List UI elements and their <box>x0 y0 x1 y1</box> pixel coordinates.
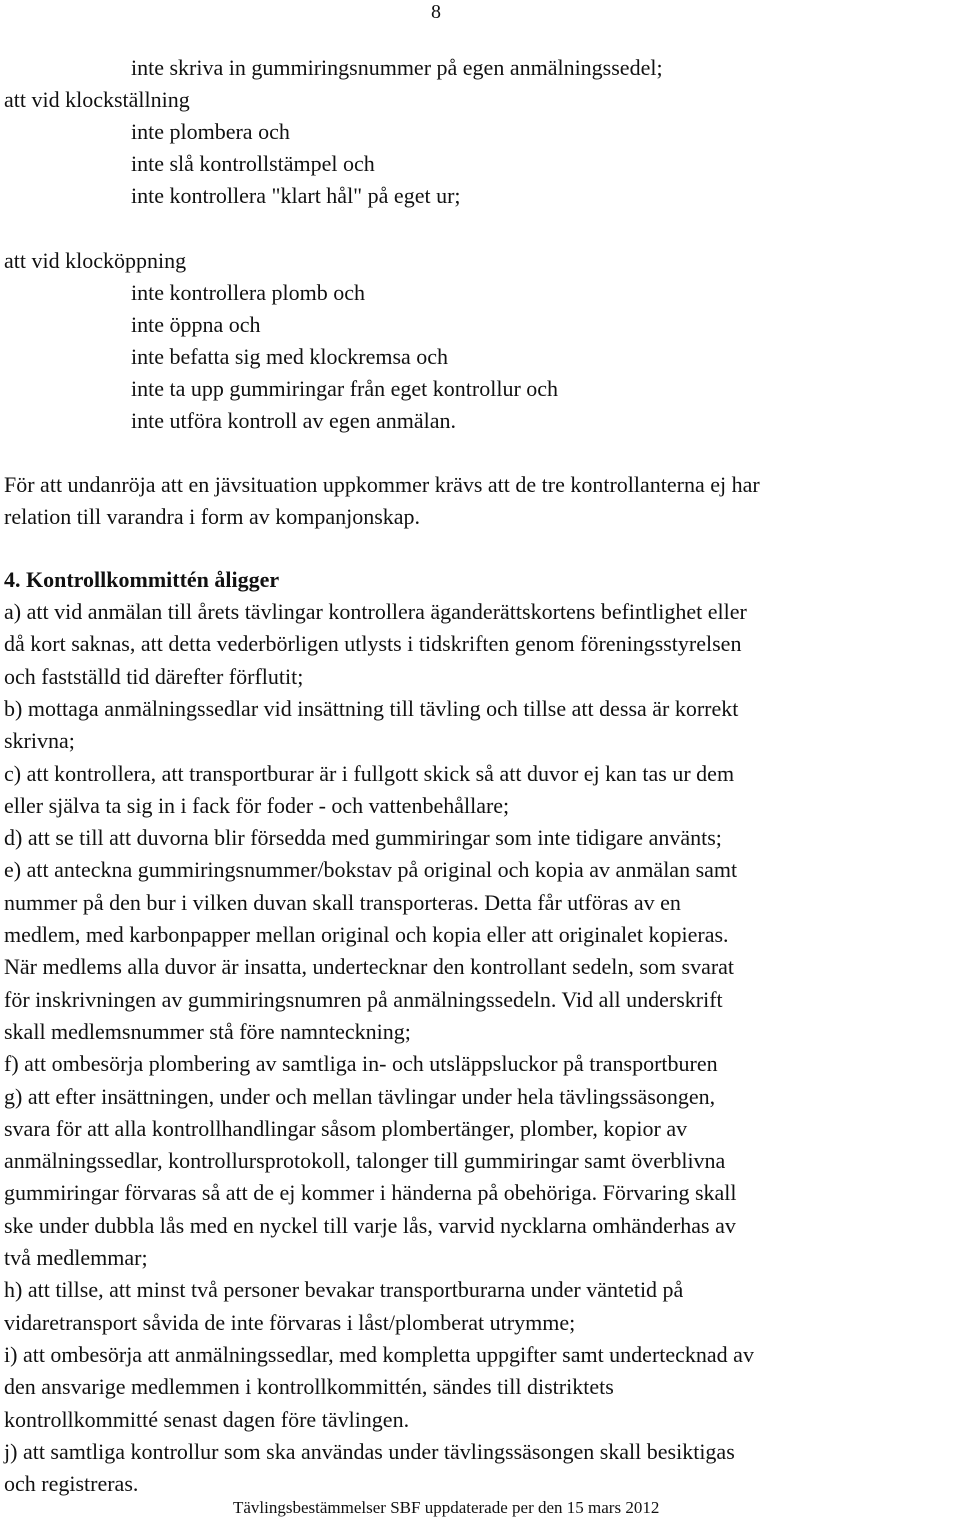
text-line: skall medlemsnummer stå före namnteckning; <box>4 1018 411 1044</box>
text-line: att vid klocköppning <box>4 248 187 273</box>
text-line: c) att kontrollera, att transportburar är i fullgott skick så att duvor ej kan tas ur dem <box>4 760 735 786</box>
text-line: inte kontrollera "klart hål" på eget ur; <box>131 183 461 208</box>
text-line: När medlems alla duvor är insatta, undertecknar den kontrollant sedeln, som svarat <box>4 954 735 980</box>
text-line: inte ta upp gummiringar från eget kontrollur och <box>131 376 559 401</box>
text-line: a) att vid anmälan till årets tävlingar kontrollera äganderättskortens befintlighet eller <box>4 599 747 624</box>
text-line: b) mottaga anmälningssedlar vid insättning till tävling och tillse att dessa är korrekt <box>4 695 739 721</box>
text-line: gummiringar förvaras så att de ej kommer i händerna på obehöriga. Förvaring skall <box>4 1180 737 1206</box>
text-line: anmälningssedlar, kontrollursprotokoll, talonger till gummiringar samt överblivna <box>4 1148 726 1174</box>
text-line: inte kontrollera plomb och <box>131 280 365 305</box>
text-line: ske under dubbla lås med en nyckel till varje lås, varvid nycklarna omhänderhas av <box>4 1212 736 1238</box>
text-line: inte plombera och <box>131 119 290 144</box>
text-line: den ansvarige medlemmen i kontrollkommittén, sändes till distriktets <box>4 1374 614 1400</box>
text-line: nummer på den bur i vilken duvan skall transporteras. Detta får utföras av en <box>4 889 681 915</box>
text-line: g) att efter insättningen, under och mellan tävlingar under hela tävlingssäsongen, <box>4 1083 716 1109</box>
text-line: f) att ombesörja plombering av samtliga in- och utsläppsluckor på transportburen <box>4 1051 718 1077</box>
section-heading: 4. Kontrollkommittén åligger <box>4 567 280 592</box>
text-line: att vid klockställning <box>4 87 190 112</box>
text-line: i) att ombesörja att anmälningssedlar, med kompletta uppgifter samt undertecknad av <box>4 1341 754 1367</box>
text-line: för inskrivningen av gummiringsnumren på anmälningssedeln. Vid all underskrift <box>4 986 723 1012</box>
text-line: h) att tillse, att minst två personer bevakar transportburarna under väntetid på <box>4 1277 684 1303</box>
text-line: relation till varandra i form av kompanjonskap. <box>4 504 421 529</box>
text-line: j) att samtliga kontrollur som ska användas under tävlingssäsongen skall besiktigas <box>4 1438 735 1464</box>
text-line: e) att anteckna gummiringsnummer/bokstav på original och kopia av anmälan samt <box>4 857 738 883</box>
text-line: två medlemmar; <box>4 1245 148 1270</box>
text-line: och fastställd tid därefter förflutit; <box>4 663 304 689</box>
text-line: medlem, med karbonpapper mellan original och kopia eller att originalet kopieras. <box>4 922 729 947</box>
text-line: inte skriva in gummiringsnummer på egen anmälningssedel; <box>131 55 663 80</box>
text-line: inte öppna och <box>131 312 261 337</box>
text-line: kontrollkommitté senast dagen före tävlingen. <box>4 1406 410 1432</box>
text-line: inte befatta sig med klockremsa och <box>131 344 449 369</box>
text-line: och registreras. <box>4 1471 139 1497</box>
text-line: d) att se till att duvorna blir försedda med gummiringar som inte tidigare använts; <box>4 825 722 851</box>
footer: Tävlingsbestämmelser SBF uppdaterade per den 15 mars 2012 <box>233 1498 660 1517</box>
text-line: vidaretransport såvida de inte förvaras i låst/plomberat utrymme; <box>4 1309 576 1335</box>
text-line: inte slå kontrollstämpel och <box>131 151 375 176</box>
text-line: eller själva ta sig in i fack för foder - och vattenbehållare; <box>4 792 510 818</box>
text-line: då kort saknas, att detta vederbörligen utlysts i tidskriften genom föreningsstyrelsen <box>4 631 742 657</box>
text-line: inte utföra kontroll av egen anmälan. <box>131 408 456 433</box>
text-line: skrivna; <box>4 728 75 754</box>
text-line: För att undanröja att en jävsituation uppkommer krävs att de tre kontrollanterna ej har <box>4 472 760 497</box>
text-line: svara för att alla kontrollhandlingar såsom plombertänger, plomber, kopior av <box>4 1115 688 1141</box>
page-number: 8 <box>431 1 441 23</box>
